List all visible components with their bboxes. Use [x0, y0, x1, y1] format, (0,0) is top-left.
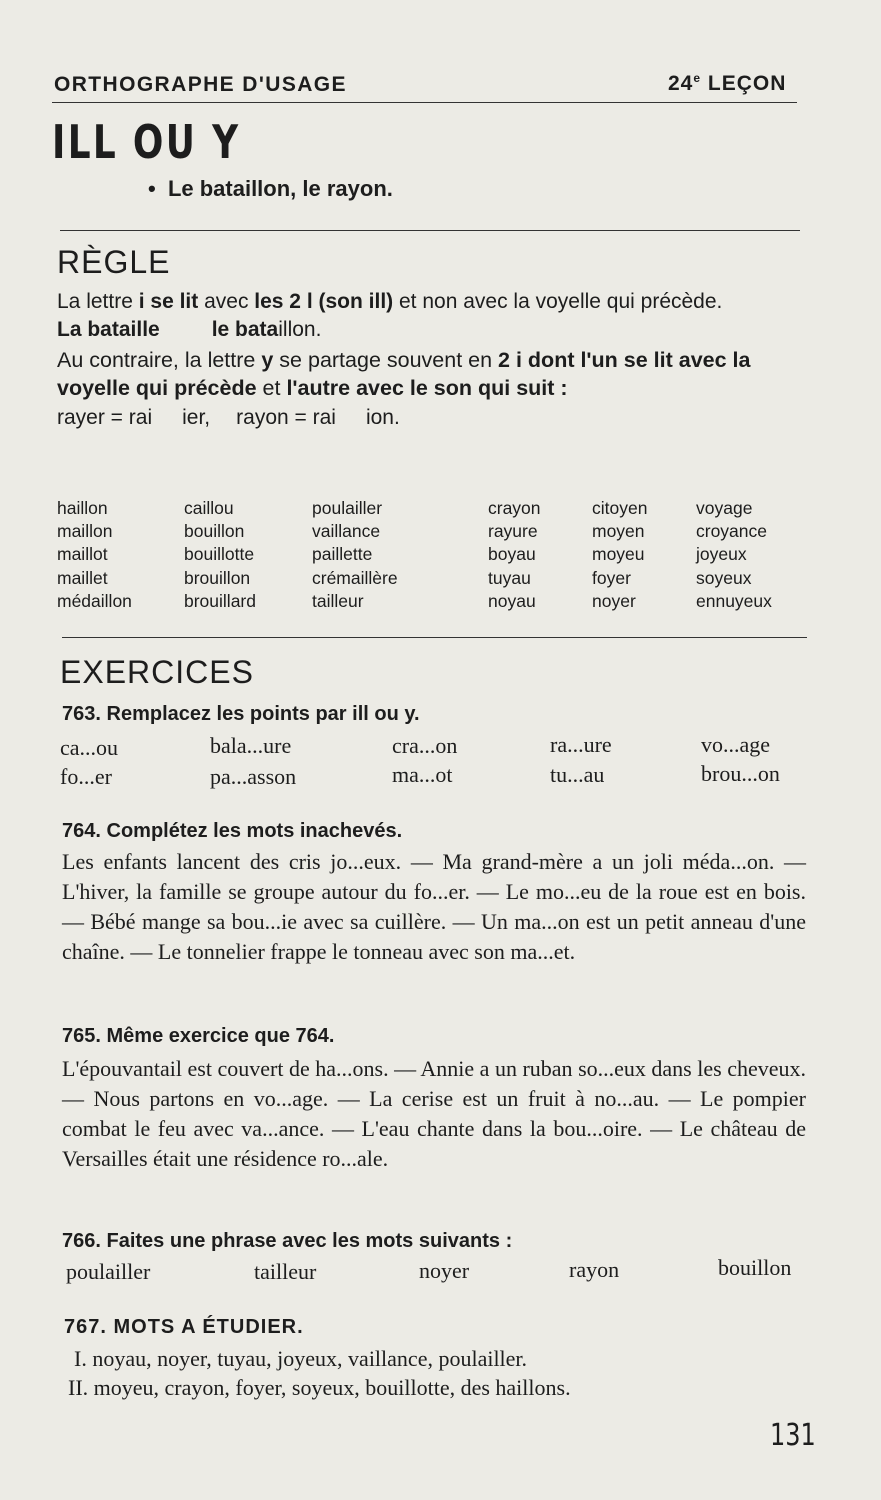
word-column-1: [57, 497, 132, 613]
list-item: caillou: [184, 498, 234, 518]
lesson-number: [668, 71, 786, 96]
list-item: crayon: [488, 498, 541, 518]
word-column-4: [488, 497, 541, 613]
lesson-word: LEÇON: [707, 72, 787, 95]
word-column-5: [592, 497, 647, 613]
lesson-sup: e: [693, 71, 702, 85]
title-divider: [60, 230, 800, 231]
header-divider: [52, 102, 797, 103]
list-item: moyen: [592, 521, 645, 542]
lesson-title: ILL OU Y: [52, 115, 241, 169]
list-item: citoyen: [592, 498, 648, 518]
list-item: maillet: [57, 567, 108, 588]
exercise-764-text: Les enfants lancent des cris jo...eux. — Ma grand-mère a un joli méda...on. — L'hiver, la famille se groupe autour du fo...er. — Le mo...eu de la roue est en bois. — Bébé mange sa bou...ie avec sa cuillère. — Un ma...on est un petit anneau d'une chaîne. — Le tonnelier frappe le tonneau avec son ma...et.: [62, 849, 806, 964]
regle-text: [57, 288, 802, 432]
exercise-763-heading: 763. Remplacez les points par ill ou y.: [62, 703, 420, 725]
list-item: joyeux: [696, 544, 747, 565]
list-item: foyer: [592, 567, 631, 588]
exercise-767-heading: 767. MOTS A ÉTUDIER.: [64, 1316, 304, 1338]
list-item: maillot: [57, 544, 108, 565]
list-item: rayure: [488, 521, 538, 542]
list-item: bouillon: [184, 521, 245, 542]
list-item: voyage: [696, 498, 753, 518]
exercise-word: bouillon: [718, 1255, 792, 1280]
list-item: croyance: [696, 521, 768, 542]
list-item: boyau: [488, 544, 536, 565]
regle-p1: La lettre i se lit avec les 2 l (son ill) et non avec la voyelle qui précède.: [57, 290, 723, 313]
study-line-2: II. moyeu, crayon, foyer, soyeux, bouillotte, des haillons.: [68, 1375, 571, 1400]
study-line-1: I. noyau, noyer, tuyau, joyeux, vaillance, poulailler.: [74, 1346, 528, 1371]
list-item: noyau: [488, 590, 536, 611]
exercise-word: bala...ure: [210, 733, 292, 758]
examples-text: Le bataillon, le rayon.: [167, 176, 393, 201]
section-header: ORTHOGRAPHE D'USAGE: [54, 73, 347, 96]
exercise-766-heading: 766. Faites une phrase avec les mots suivants :: [62, 1230, 513, 1252]
page-number: 131: [770, 1418, 816, 1453]
list-item: brouillon: [184, 567, 251, 588]
exercise-word: vo...age: [701, 732, 771, 757]
exercise-word: brou...on: [701, 761, 780, 786]
list-item: brouillard: [184, 590, 256, 611]
regle-title: RÈGLE: [57, 244, 171, 280]
list-item: haillon: [57, 498, 108, 518]
list-item: poulailler: [312, 498, 383, 518]
exercise-word: ma...ot: [392, 762, 453, 787]
exercise-765-text: L'épouvantail est couvert de ha...ons. — Annie a un ruban so...eux dans les cheveux. — Nous partons en vo...age. — La cerise est un fruit à no...au. — Le pompier combat le feu avec va...ance. — L'eau chante dans la bou...oire. — Le château de Versailles était une résidence ro...ale.: [62, 1056, 806, 1171]
exercise-word: noyer: [419, 1258, 470, 1283]
exercise-word: tailleur: [254, 1259, 317, 1284]
list-item: noyer: [592, 590, 636, 611]
exercise-word: poulailler: [66, 1259, 151, 1284]
list-item: soyeux: [696, 567, 752, 588]
lesson-num: 24: [668, 72, 694, 95]
exercices-title: EXERCICES: [60, 654, 254, 690]
exercise-word: fo...er: [60, 764, 112, 789]
word-column-2: [184, 497, 256, 613]
list-item: vaillance: [312, 521, 381, 542]
exercise-word: cra...on: [392, 733, 458, 758]
bullet-icon: •: [148, 176, 156, 201]
exercise-word: rayon: [569, 1257, 620, 1282]
word-column-3: [312, 497, 398, 613]
exercise-word: ca...ou: [60, 735, 119, 760]
lesson-examples: [148, 176, 393, 202]
list-item: paillette: [312, 544, 373, 565]
list-item: maillon: [57, 521, 113, 542]
exercise-765-heading: 765. Même exercice que 764.: [62, 1025, 335, 1047]
list-item: tailleur: [312, 590, 364, 611]
exercise-word: pa...asson: [210, 764, 297, 789]
list-item: médaillon: [57, 590, 132, 611]
exercise-764-heading: 764. Complétez les mots inachevés.: [62, 820, 403, 842]
regle-divider: [62, 637, 807, 638]
exercise-word: tu...au: [550, 762, 605, 787]
regle-p4: rayer = rai ier, rayon = rai ion.: [57, 406, 400, 429]
exercise-word: ra...ure: [550, 732, 612, 757]
list-item: bouillotte: [184, 544, 255, 565]
list-item: moyeu: [592, 544, 645, 565]
list-item: ennuyeux: [696, 590, 772, 611]
regle-p3: Au contraire, la lettre y se partage souvent en 2 i dont l'un se lit avec la voyelle qui précède et l'autre avec le son qui suit :: [57, 348, 751, 400]
regle-p2: La bataille le bataillon.: [57, 318, 322, 341]
list-item: tuyau: [488, 567, 531, 588]
word-column-6: [696, 497, 772, 613]
list-item: crémaillère: [312, 567, 398, 588]
